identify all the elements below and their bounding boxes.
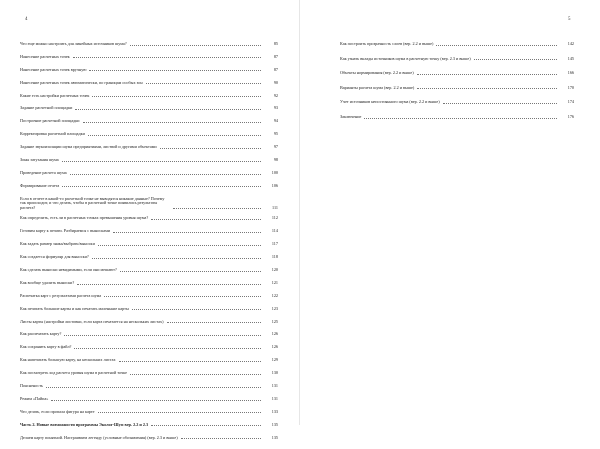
toc-entry: [20, 358, 278, 363]
toc-entry: [20, 397, 278, 402]
toc-entry-page: 122: [271, 292, 278, 298]
toc-entry-page: 117: [271, 241, 278, 247]
toc-entry-title: Делаем карту понятной. Настраиваем легенду (условные обозначения) (вер. 2.3 и выше): [20, 434, 178, 440]
toc-entry-title: Как посмотреть ход расчета уровня шума в расчетной точке: [20, 370, 127, 376]
left-page: [0, 0, 300, 440]
toc-entry-page: 133: [271, 408, 278, 414]
dot-leader: [120, 271, 261, 272]
toc-entry-title: Готовим карту к печати. Разбираемся с выносками: [20, 228, 110, 234]
toc-entry: [20, 132, 278, 137]
toc-entry-title: Задание расчетной площадки: [20, 105, 73, 111]
dot-leader: [443, 103, 557, 104]
toc-entry: [20, 332, 278, 337]
dot-leader: [77, 284, 261, 285]
toc-entry: [20, 281, 278, 286]
dot-leader: [160, 148, 261, 149]
dot-leader: [92, 258, 261, 259]
toc-entry-page: 118: [271, 254, 278, 260]
toc-entry-page: 114: [271, 228, 278, 234]
dot-leader: [62, 161, 261, 162]
toc-entry-page: 87: [273, 66, 278, 72]
dot-leader: [113, 232, 261, 233]
toc-entry-title: Как сохранить карту в файл?: [20, 344, 72, 350]
toc-entry-title: Режим «Пайпа»: [20, 395, 49, 401]
toc-entry: [20, 255, 278, 260]
dot-leader: [98, 245, 261, 246]
dot-leader: [73, 57, 261, 58]
toc-entry-title: Нанесение расчетных точек автоматически, по границам особых зон: [20, 79, 143, 85]
dot-leader: [151, 425, 261, 426]
toc-entry: [20, 55, 278, 60]
toc-entry-page: 166: [567, 70, 574, 76]
dot-leader: [436, 45, 557, 46]
toc-entry: [20, 410, 278, 415]
toc-entry-page: 170: [567, 84, 574, 90]
toc-entry-page: 90: [273, 79, 278, 85]
dot-leader: [70, 174, 261, 175]
toc-entry-title: Что еще можно настроить для линейных источников шума?: [20, 41, 127, 46]
dot-leader: [92, 96, 261, 97]
dot-leader: [89, 70, 261, 71]
toc-entry-page: 123: [271, 305, 278, 311]
toc-entry-title: Построение расчетной площадки: [20, 118, 80, 124]
toc-entry: [20, 242, 278, 247]
toc-entry-title: Нанесение расчетных точек вручную: [20, 66, 87, 72]
toc-entry-title: Варианты расчета шума (вер. 2.2 и выше): [340, 84, 415, 90]
dot-leader: [474, 59, 557, 60]
toc-entry-title: Объекты нормирования (вер. 2.2 и выше): [340, 70, 414, 76]
dot-leader: [173, 208, 261, 209]
toc-entry-page: 125: [271, 318, 278, 324]
toc-entry-title: Как распечатать карту?: [20, 331, 62, 337]
dot-leader: [64, 335, 261, 336]
dot-leader: [98, 412, 261, 413]
dot-leader: [104, 296, 261, 297]
toc-entry-page: 135: [271, 434, 278, 440]
toc-entry-page: 120: [271, 267, 278, 273]
toc-left: [20, 42, 278, 449]
toc-entry: [20, 294, 278, 299]
toc-entry-page: 97: [273, 144, 278, 150]
toc-entry-title: Как задать размер знака/выбрать/выноски: [20, 241, 95, 247]
toc-right: [340, 42, 574, 130]
dot-leader: [62, 186, 261, 187]
toc-entry: [20, 68, 278, 73]
dot-leader: [364, 118, 557, 119]
toc-entry-page: 130: [271, 370, 278, 376]
toc-entry: [20, 197, 278, 211]
toc-entry: [20, 171, 278, 176]
dot-leader: [167, 322, 262, 323]
dot-leader: [417, 74, 557, 75]
toc-entry-title: Как построить прозрачность слоев (вер. 2.2 и выше): [340, 41, 434, 46]
page-number-left: 4: [25, 17, 28, 22]
toc-entry: [20, 345, 278, 350]
toc-entry-page: 126: [271, 331, 278, 337]
toc-entry-title: Часть 2. Новые возможности программы Эколог-Шум вер. 2.2 и 2.3: [20, 421, 149, 427]
right-page: [300, 0, 600, 425]
toc-entry: [20, 216, 278, 221]
dot-leader: [51, 400, 261, 401]
toc-entry: [20, 229, 278, 234]
toc-entry-title: Учет источников непостоянного шума (вер. 2.2 и выше): [340, 99, 440, 105]
toc-entry-page: 121: [271, 279, 278, 285]
toc-entry-page: 176: [567, 113, 574, 119]
toc-entry-page: 142: [567, 41, 574, 46]
toc-entry-title: Проведение расчета шума: [20, 169, 67, 175]
toc-entry-page: 98: [273, 157, 278, 163]
dot-leader: [83, 122, 261, 123]
toc-entry-title: Что делать, если пропала фигура на карте: [20, 408, 95, 414]
toc-entry: [20, 268, 278, 273]
toc-entry-page: 131: [271, 395, 278, 401]
toc-entry-page: 145: [567, 55, 574, 61]
toc-entry-title: Если в отчете в какой-то расчетной точке не выводятся никакие данные? Почему так происходит, и что делать, чтобы в расчетной точке появились результаты расчета?: [20, 195, 165, 210]
dot-leader: [181, 438, 261, 439]
dot-leader: [75, 109, 261, 110]
dot-leader: [130, 45, 261, 46]
toc-entry-page: 85: [273, 41, 278, 46]
toc-entry-title: Как определить, есть ли в расчетных точках превышения уровня шума?: [20, 215, 149, 221]
dot-leader: [46, 387, 261, 388]
dot-leader: [130, 374, 261, 375]
toc-entry: [340, 115, 574, 120]
toc-entry-page: 129: [271, 357, 278, 363]
toc-entry-title: Распечатка карт с результатами расчета шума: [20, 292, 102, 298]
dot-leader: [132, 309, 261, 310]
toc-entry-title: Как создается формуляр для выноски?: [20, 254, 89, 260]
toc-entry-page: 111: [272, 204, 278, 210]
toc-entry: [20, 145, 278, 150]
toc-entry: [20, 371, 278, 376]
toc-entry-page: 126: [271, 344, 278, 350]
toc-entry-title: Как напечатать большую карту, на нескольких листах: [20, 357, 116, 363]
toc-entry-title: Какие есть настройки расчетных точек: [20, 92, 90, 98]
toc-entry-title: Нанесение расчетных точек: [20, 53, 70, 59]
toc-entry-title: Формирование отчета: [20, 182, 60, 188]
toc-entry-title: Заключение: [340, 113, 362, 119]
dot-leader: [88, 135, 261, 136]
toc-entry: [20, 106, 278, 111]
toc-entry: [20, 119, 278, 124]
toc-entry-page: 94: [273, 118, 278, 124]
toc-entry-title: Как сделать выноски невидимыми, если они мешают?: [20, 267, 117, 273]
dot-leader: [417, 88, 557, 89]
page-number-right: 5: [568, 17, 571, 22]
toc-entry: [20, 423, 278, 428]
dot-leader: [74, 348, 261, 349]
toc-entry-title: Задание звукоизоляции шума предприятиями, листвой и другими объектами: [20, 144, 157, 150]
toc-entry-title: Зоны затухания шума: [20, 157, 59, 163]
toc-entry-page: 135: [271, 421, 278, 427]
toc-entry: [340, 86, 574, 91]
toc-entry-title: Поясненость: [20, 383, 43, 389]
toc-entry-title: Листы карты (настройки листовки, если карта печатается на нескольких листах): [20, 318, 164, 324]
toc-entry: [340, 42, 574, 47]
toc-entry: [340, 71, 574, 76]
toc-entry-page: 87: [273, 53, 278, 59]
toc-entry-page: 131: [271, 383, 278, 389]
toc-entry-page: 95: [273, 131, 278, 137]
toc-entry: [20, 184, 278, 189]
toc-entry: [340, 57, 574, 62]
dot-leader: [119, 361, 261, 362]
toc-entry: [20, 42, 278, 47]
toc-entry-page: 92: [273, 92, 278, 98]
dot-leader: [151, 219, 261, 220]
toc-entry: [20, 384, 278, 389]
toc-entry-title: Как печатать большие карты и как печатать маленькие карты: [20, 305, 129, 311]
toc-entry: [340, 100, 574, 105]
toc-entry-page: 100: [271, 169, 278, 175]
toc-entry: [20, 158, 278, 163]
toc-entry-title: Как узнать вклады источников шума в расчетную точку (вер. 2.3 и выше): [340, 55, 471, 61]
toc-entry: [20, 320, 278, 325]
toc-entry: [20, 307, 278, 312]
toc-entry-page: 112: [271, 215, 278, 221]
toc-entry-page: 174: [567, 99, 574, 105]
toc-entry: [20, 436, 278, 441]
toc-entry-page: 93: [273, 105, 278, 111]
toc-entry-title: Как вообще удалить выноски?: [20, 279, 75, 285]
toc-entry-title: Корректировка расчетной площадки: [20, 131, 85, 137]
toc-entry: [20, 94, 278, 99]
toc-entry: [20, 81, 278, 86]
dot-leader: [146, 83, 261, 84]
toc-entry-page: 106: [271, 182, 278, 188]
